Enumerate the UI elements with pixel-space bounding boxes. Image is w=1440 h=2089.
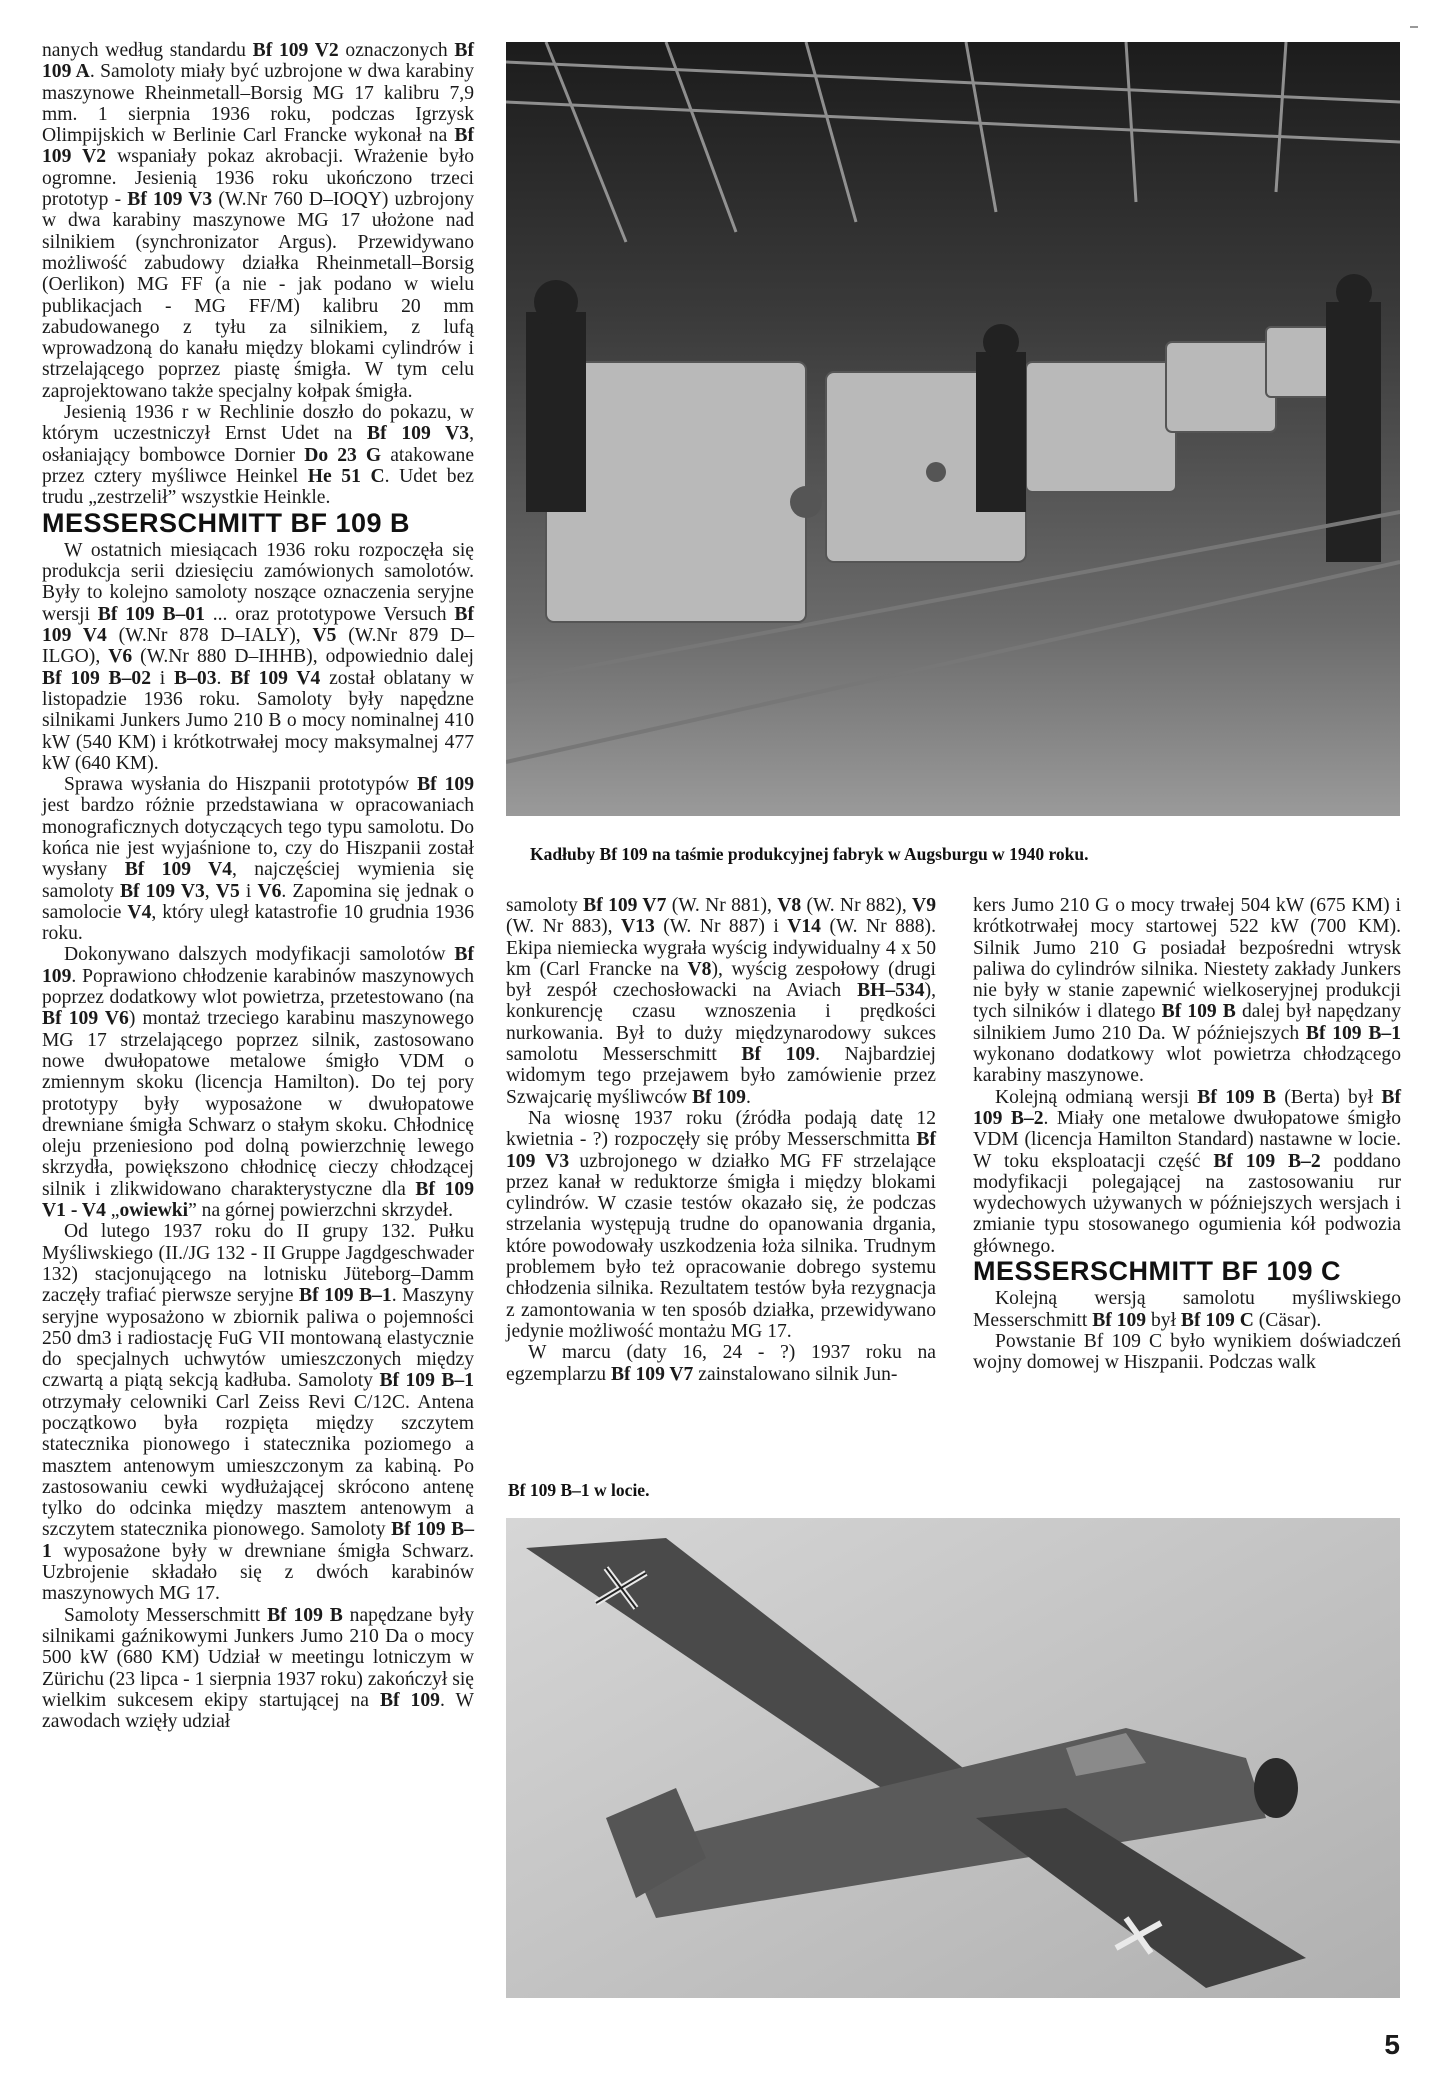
paragraph: samoloty Bf 109 V7 (W. Nr 881), V8 (W. Nr 882), V9 (W. Nr 883), V13 (W. Nr 887) i V14 (W. Nr 888). Ekipa niemiecka wygrała wyścig indywidualny 4 x 50 km (Carl Francke na V8), wyścig zespołowy (drugi był zespół czechosłowacki na Aviach BH–534), konkurencję czasu wznoszenia i prędkości nurkowania. Był to duży międzynarodowy sukces samolotu Messerschmitt Bf 109. Najbardziej widomym tego przejawem było zamówienie przez Szwajcarię myśliwców Bf 109. bbox=[506, 895, 936, 1108]
top-photo-caption: Kadłuby Bf 109 na taśmie produkcyjnej fabryk w Augsburgu w 1940 roku. bbox=[530, 844, 1089, 864]
paragraph: Powstanie Bf 109 C było wynikiem doświadczeń wojny domowej w Hiszpanii. Podczas walk bbox=[973, 1330, 1401, 1374]
aircraft-in-flight-photo bbox=[506, 1518, 1400, 1998]
section-heading: MESSERSCHMITT BF 109 C bbox=[973, 1256, 1342, 1287]
paragraph: W ostatnich miesiącach 1936 roku rozpoczęła się produkcja serii dziesięciu zamówionych samolotów. Były to kolejno samoloty noszące oznaczenia seryjne wersji Bf 109 B–01 ... oraz prototypowe Versuch Bf 109 V4 (W.Nr 878 D–IALY), V5 (W.Nr 879 D–ILGO), V6 (W.Nr 880 D–IHHB), odpowiednio dalej Bf 109 B–02 i B–03. Bf 109 V4 został oblatany w listopadzie 1936 roku. Samoloty były napędzne silnikami Junkers Jumo 210 B o mocy nominalnej 410 kW (540 KM) i krótkotrwałej mocy maksymalnej 477 kW (640 KM). bbox=[42, 539, 475, 774]
paragraph: nanych według standardu Bf 109 V2 oznaczonych Bf 109 A. Samoloty miały być uzbrojone w dwa karabiny maszynowe Rheinmetall–Borsig MG 17 kalibru 7,9 mm. 1 sierpnia 1936 roku, podczas Igrzysk Olimpijskich w Berlinie Carl Francke wykonał na Bf 109 V2 wspaniały pokaz akrobacji. Wrażenie było ogromne. Jesienią 1936 roku ukończono trzeci prototyp - Bf 109 V3 (W.Nr 760 D–IOQY) uzbrojony w dwa karabiny maszynowe MG 17 ułożone nad silnikiem (synchronizator Argus). Przewidywano możliwość zabudowy działka Rheinmetall–Borsig (Oerlikon) MG FF (a nie - jak podano w wielu publikacjach - MG FF/M) kalibru 20 mm zabudowanego z tyłu za silnikiem, z lufą wprowadzoną do kanału między blokami cylindrów i strzelającego poprzez piastę śmigła. W tym celu zaprojektowano także specjalny kołpak śmigła. bbox=[42, 40, 475, 402]
factory-production-line-photo bbox=[506, 42, 1400, 816]
paragraph: Samoloty Messerschmitt Bf 109 B napędzane były silnikami gaźnikowymi Junkers Jumo 210 Da o mocy 500 kW (680 KM) Udział w meetingu lotniczym w Zürichu (23 lipca - 1 sierpnia 1937 roku) zakończył się wielkim sukcesem ekipy startującej na Bf 109. W zawodach wzięły udział bbox=[42, 1604, 474, 1733]
paragraph: Kolejną wersją samolotu myśliwskiego Messerschmitt Bf 109 był Bf 109 C (Cäsar). bbox=[973, 1288, 1401, 1331]
paragraph: Od lutego 1937 roku do II grupy 132. Pułku Myśliwskiego (II./JG 132 - II Gruppe Jagdgeschwader 132) stacjonującego na lotnisku Jüteborg–Damm zaczęły trafiać pierwsze seryjne Bf 109 B–1. Maszyny seryjne wyposażono w zbiornik paliwa o pojemności 250 dm3 i radiostację FuG VII montowaną elastycznie do specjalnych uchwytów umieszczonych między czwartą a piątą sekcją kadłuba. Samoloty Bf 109 B–1 otrzymały celowniki Carl Zeiss Revi C/12C. Antena początkowo była rozpięta między szczytem statecznika pionowego i statecznika poziomego a masztem antenowym umieszczonym za kabiną. Po zastosowaniu cewki wydłużającej skrócono antenę tylko do odcinka między masztem antenowym a szczytem statecznika pionowego. Samoloty Bf 109 B–1 wyposażone były w drewniane śmigła Schwarz. Uzbrojenie składało się z dwóch karabinów maszynowych MG 17. bbox=[42, 1221, 475, 1605]
paragraph: kers Jumo 210 G o mocy trwałej 504 kW (675 KM) i krótkotrwałej mocy startowej 522 kW (700 KM). Silnik Jumo 210 G posiadał bezpośredni wtrysk paliwa do cylindrów silnika. Niestety zakłady Junkers nie były w stanie zapewnić wielkoseryjnej produkcji tych silników i dlatego Bf 109 B dalej był napędzany silnikiem Jumo 210 Da. W późniejszych Bf 109 B–1 wykonano dodatkowy wlot powietrza chłodzącego karabiny maszynowe. bbox=[973, 895, 1401, 1087]
right-text-column bbox=[973, 895, 1401, 1374]
left-text-column bbox=[42, 40, 474, 1732]
paragraph: W marcu (daty 16, 24 - ?) 1937 roku na egzemplarzu Bf 109 V7 zainstalowano silnik Jun- bbox=[506, 1342, 936, 1385]
section-heading: MESSERSCHMITT BF 109 B bbox=[42, 507, 411, 538]
corner-mark bbox=[1410, 26, 1418, 28]
paragraph: Kolejną odmianą wersji Bf 109 B (Berta) był Bf 109 B–2. Miały one metalowe dwułopatowe śmigło VDM (licencja Hamilton Standard) nastawne w locie. W toku eksploatacji część Bf 109 B–2 poddano modyfikacji polegającej na zastosowaniu rur wydechowych używanych w późniejszych wersjach i zmianie typu stosowanego ogumienia kół podwozia głównego. bbox=[973, 1086, 1402, 1257]
paragraph: Na wiosnę 1937 roku (źródła podają datę 12 kwietnia - ?) rozpoczęły się próby Messerschmitta Bf 109 V3 uzbrojonego w działko MG FF strzelające przez kanał w reduktorze śmigła i między blokami cylindrów. W czasie testów okazało się, że podczas strzelania występują trudne do opanowania drgania, które powodowały uszkodzenia łoża silnika. Trudnym problemem było też opracowanie dobrego systemu chłodzenia silnika. Rezultatem testów była rezygnacja z zamontowania w ten sposób działka, przewidywano jedynie możliwość montażu MG 17. bbox=[506, 1107, 936, 1342]
middle-text-column bbox=[506, 895, 936, 1385]
paragraph: Sprawa wysłania do Hiszpanii prototypów Bf 109 jest bardzo różnie przedstawiana w opracowaniach monograficznych dotyczących tego typu samolotu. Do końca nie jest wyjaśnione to, czy do Hiszpanii został wysłany Bf 109 V4, najczęściej wymienia się samoloty Bf 109 V3, V5 i V6. Zapomina się jednak o samolocie V4, który uległ katastrofie 10 grudnia 1936 roku. bbox=[42, 774, 474, 945]
page-number: 5 bbox=[1384, 2029, 1400, 2060]
bottom-photo-caption: Bf 109 B–1 w locie. bbox=[508, 1480, 650, 1500]
paragraph: Dokonywano dalszych modyfikacji samolotów Bf 109. Poprawiono chłodzenie karabinów maszynowych poprzez dodatkowy wlot powietrza, przetestowano (na Bf 109 V6) montaż trzeciego karabinu maszynowego MG 17 strzelającego poprzez silnik, zastosowano nowe dwułopatowe metalowe śmigło VDM o zmiennym skoku (licencja Hamilton). Do tej pory prototypy były wyposażone w dwułopatowe drewniane śmigła Schwarz o stałym skoku. Chłodnicę oleju przeniesiono pod dolną powierzchnię lewego skrzydła, powiększono chłodnicę cieczy chłodzącej silnik i zlikwidowano charakterystyczne dla Bf 109 V1 - V4 „owiewki” na górnej powierzchni skrzydeł. bbox=[42, 944, 474, 1222]
paragraph: Jesienią 1936 r w Rechlinie doszło do pokazu, w którym uczestniczył Ernst Udet na Bf 109 V3, osłaniający bombowce Dornier Do 23 G atakowane przez cztery myśliwce Heinkel He 51 C. Udet bez trudu „zestrzelił” wszystkie Heinkle. bbox=[42, 402, 475, 509]
